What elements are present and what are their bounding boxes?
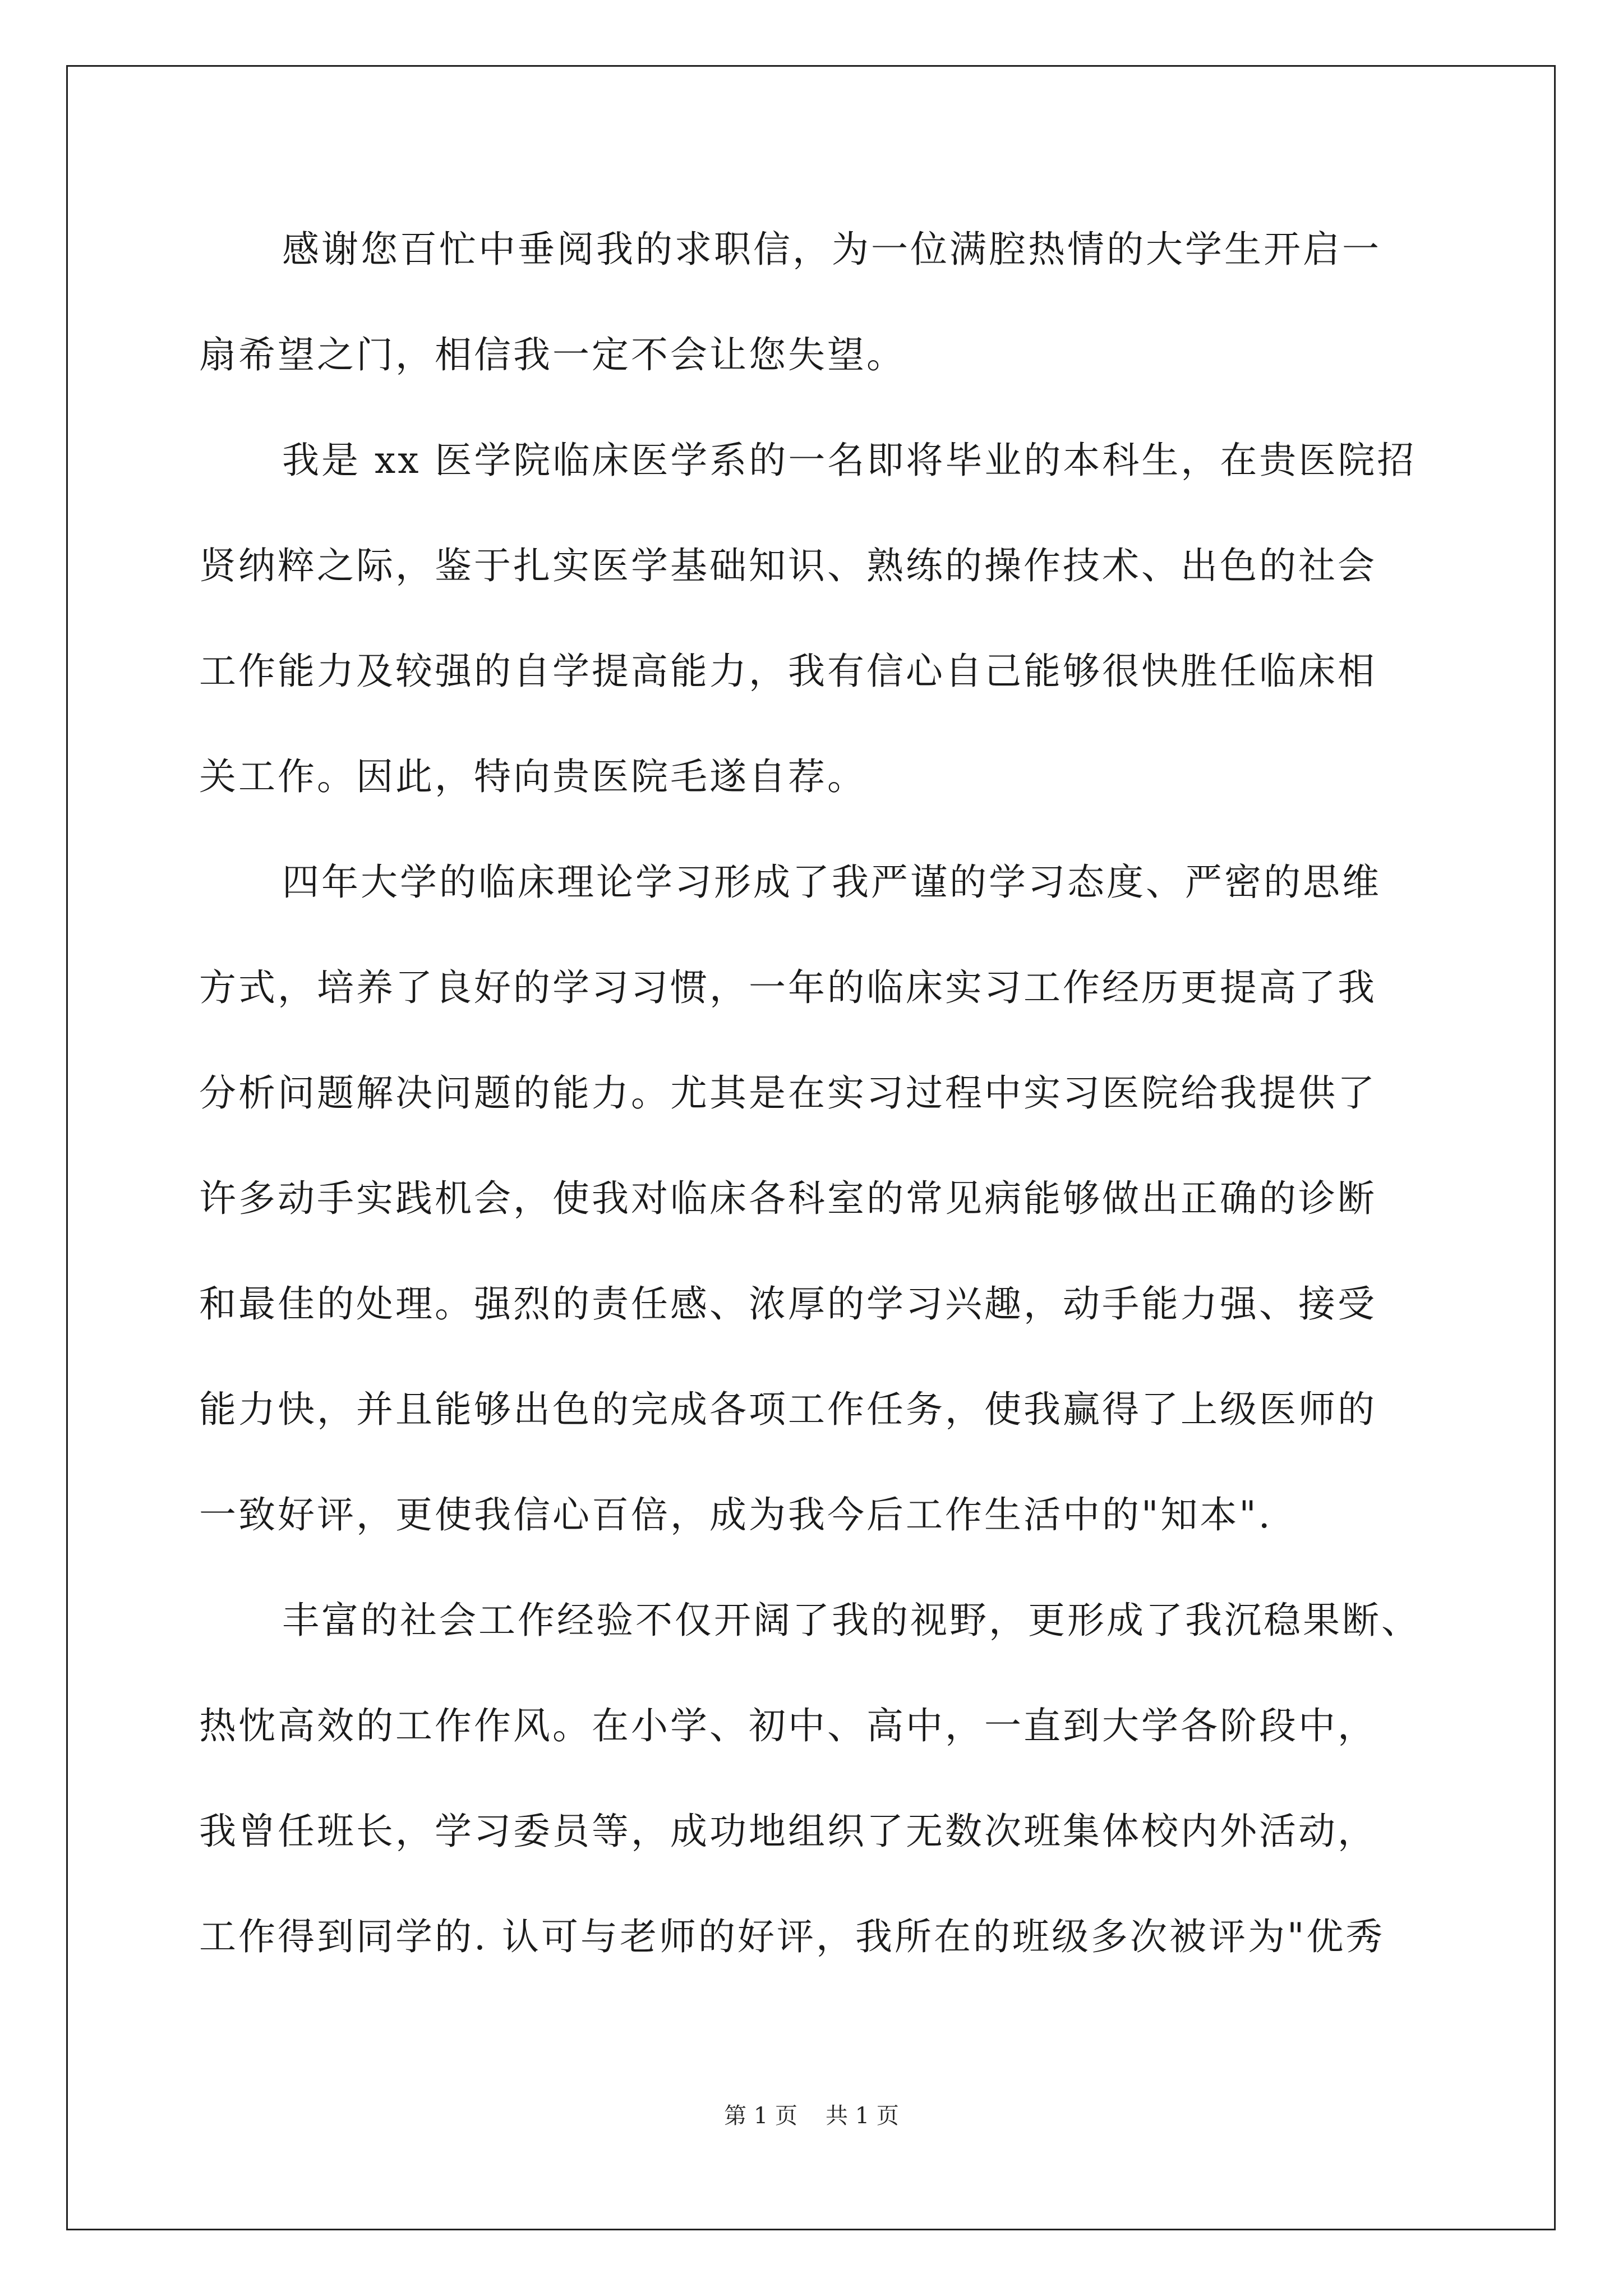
page-total: 共 1 页	[826, 2103, 899, 2129]
page-footer	[0, 2099, 1623, 2133]
paragraph-2-line-3: 工作能力及较强的自学提高能力，我有信心自己能够很快胜任临床相	[199, 650, 1377, 693]
paragraph-1-line-2: 扇希望之门，相信我一定不会让您失望。	[199, 333, 906, 376]
page-number: 第 1 页	[724, 2103, 797, 2129]
paragraph-4-line-4: 工作得到同学的. 认可与老师的好评，我所在的班级多次被评为"优秀	[199, 1915, 1385, 1958]
paragraph-2-line-1: 我是 xx 医学院临床医学系的一名即将毕业的本科生，在贵医院招	[282, 439, 1417, 482]
paragraph-3-line-4: 许多动手实践机会，使我对临床各科室的常见病能够做出正确的诊断	[199, 1177, 1377, 1220]
paragraph-3-line-5: 和最佳的处理。强烈的责任感、浓厚的学习兴趣，动手能力强、接受	[199, 1282, 1377, 1326]
paragraph-4-line-2: 热忱高效的工作作风。在小学、初中、高中，一直到大学各阶段中，	[199, 1704, 1377, 1747]
paragraph-3-line-3: 分析问题解决问题的能力。尤其是在实习过程中实习医院给我提供了	[199, 1071, 1377, 1115]
paragraph-3-line-6: 能力快，并且能够出色的完成各项工作任务，使我赢得了上级医师的	[199, 1388, 1377, 1431]
paragraph-2-line-4: 关工作。因此，特向贵医院毛遂自荐。	[199, 755, 866, 798]
paragraph-3-line-2: 方式，培养了良好的学习习惯，一年的临床实习工作经历更提高了我	[199, 966, 1377, 1009]
paragraph-3-line-1: 四年大学的临床理论学习形成了我严谨的学习态度、严密的思维	[282, 861, 1381, 904]
paragraph-2-line-2: 贤纳粹之际，鉴于扎实医学基础知识、熟练的操作技术、出色的社会	[199, 544, 1377, 587]
paragraph-1-line-1: 感谢您百忙中垂阅我的求职信，为一位满腔热情的大学生开启一	[282, 228, 1381, 271]
paragraph-3-line-7: 一致好评，更使我信心百倍，成为我今后工作生活中的"知本".	[199, 1493, 1272, 1536]
paragraph-4-line-3: 我曾任班长，学习委员等，成功地组织了无数次班集体校内外活动，	[199, 1810, 1377, 1853]
paragraph-4-line-1: 丰富的社会工作经验不仅开阔了我的视野，更形成了我沉稳果断、	[282, 1599, 1421, 1642]
